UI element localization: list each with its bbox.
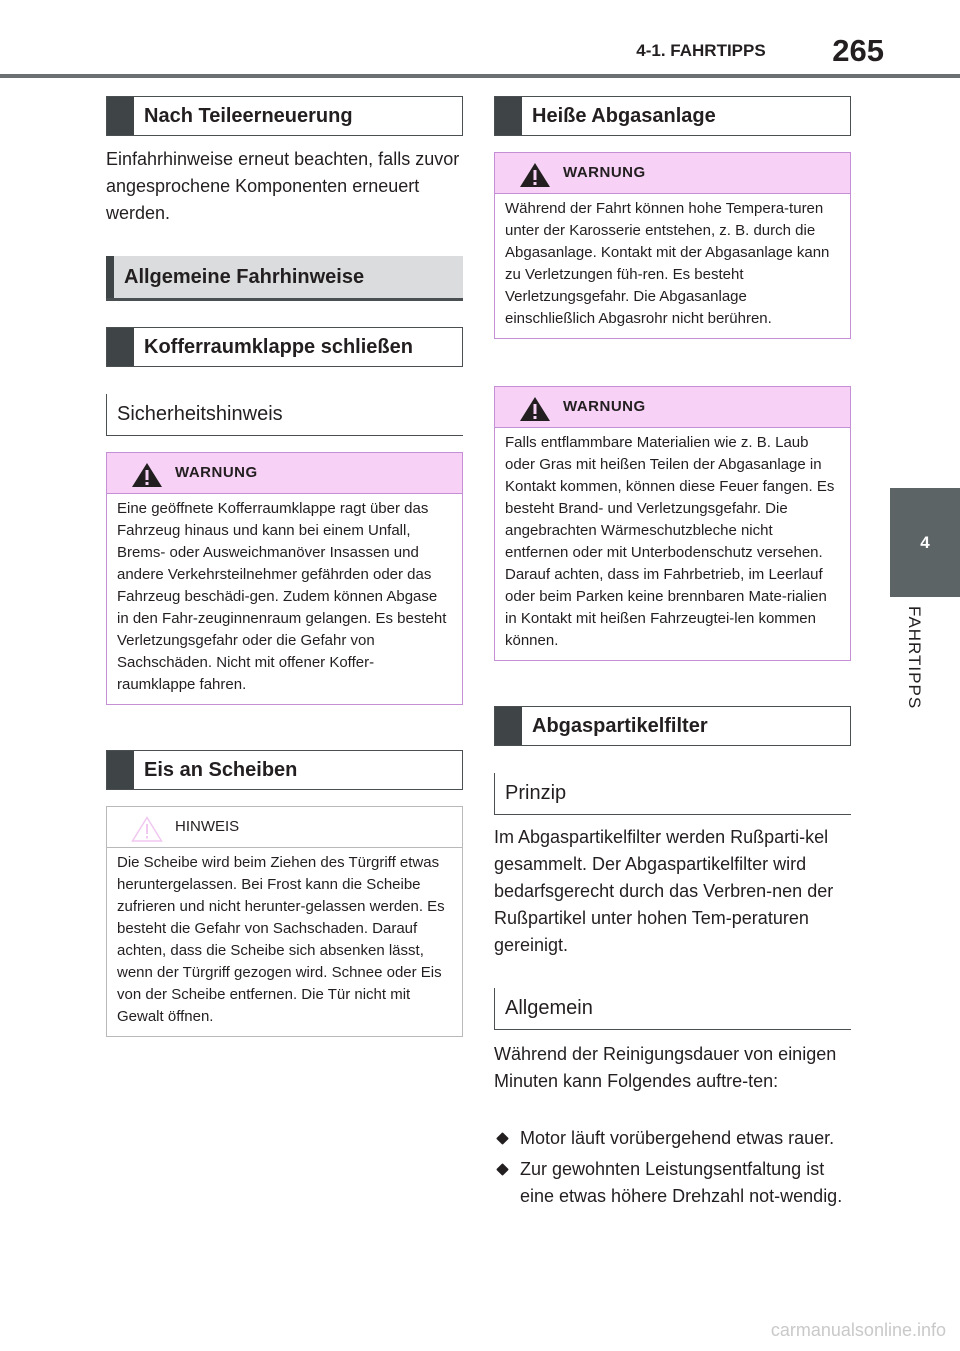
subheading-prinzip — [494, 773, 851, 815]
warning-text: Eine geöffnete Kofferraumklappe ragt über das Fahrzeug hinaus und kann bei einem Unfall, Brems- oder Ausweichmanöver Insassen und andere Verkehrsteilnehmer gefährden oder das Fahrzeug beschädi-gen. Zudem können Abgase in den Fahr-zeuginnenraum gelangen. Es besteht Verletzungsgefahr oder die Gefahr von Sachschäden. Nicht mit offener Koffer-raumklappe fahren. — [117, 500, 447, 693]
heading-title: Kofferraumklappe schließen — [144, 335, 413, 358]
heading-kofferraumklappe — [106, 327, 463, 367]
heading-bar — [495, 97, 522, 135]
bullet-icon — [496, 1132, 509, 1145]
note-text: Die Scheibe wird beim Ziehen des Türgriff etwas heruntergelassen. Bei Frost kann die Scheibe zufrieren und nicht herunter-gelassen werden. Es besteht die Gefahr von Sachschaden. Darauf achten, dass die Scheibe sich absenken lässt, wenn der Türgriff gezogen wird. Schnee oder Eis von der Scheibe entfernen. Die Tür nicht mit Gewalt öffnen. — [117, 854, 445, 1025]
heading-title: Heiße Abgasanlage — [532, 104, 716, 127]
warning-header — [495, 153, 850, 194]
paragraph-allgemein: Während der Reinigungsdauer von einigen Minuten kann Folgendes auftre-ten: — [494, 1044, 837, 1091]
warning-label: WARNUNG — [563, 164, 646, 181]
warning-text: Falls entflammbare Materialien wie z. B. Laub oder Gras mit heißen Teilen der Abgasanlage in Kontakt kommen, können diese Feuer fangen. Es besteht Brand- und Verletzungsgefahr. Die angebrachten Wärmeschutzbleche nicht entfernen oder mit Unterbodenschutz versehen. Darauf achten, dass im Fahrbetrieb, im Leerlauf oder beim Parken keine brennbaren Mate-rialien in Kontakt mit heißen Fahrzeugtei-len kommen können. — [505, 434, 835, 649]
subheading-allgemein — [494, 988, 851, 1030]
header-divider — [0, 74, 960, 78]
list-item — [494, 1156, 850, 1210]
warning-label: WARNUNG — [175, 464, 258, 481]
subheading-title: Prinzip — [505, 782, 567, 804]
subheading-sicherheitshinweis — [106, 394, 463, 436]
heading-title: Nach Teileerneuerung — [144, 104, 353, 127]
warning-header — [495, 387, 850, 428]
chapter-tab-number: 4 — [920, 532, 930, 552]
warning-triangle-icon — [519, 162, 551, 188]
paragraph-teileerneuerung: Einfahrhinweise erneut beachten, falls zuvor angesprochene Komponenten erneuert werden. — [106, 149, 460, 223]
chapter-title: 4-1. FAHRTIPPS — [636, 41, 766, 60]
bullet-icon — [496, 1163, 509, 1176]
heading-bar — [107, 751, 134, 789]
heading-title: Allgemeine Fahrhinweise — [124, 265, 365, 288]
heading-title: Abgaspartikelfilter — [532, 714, 708, 737]
warning-header — [107, 453, 462, 494]
heading-bar — [107, 97, 134, 135]
note-box-scheibe — [106, 806, 463, 1037]
heading-nach-teileerneuerung — [106, 96, 463, 136]
heading-bar — [107, 328, 134, 366]
caution-triangle-icon — [131, 816, 163, 842]
list-item-text: Zur gewohnten Leistungsentfaltung ist eine etwas höhere Drehzahl not-wendig. — [520, 1159, 843, 1206]
warning-box-kofferraum — [106, 452, 463, 705]
chapter-tab[interactable] — [890, 488, 960, 597]
subheading-title: Allgemein — [505, 997, 593, 1019]
warning-triangle-icon — [131, 462, 163, 488]
heading-bar — [495, 707, 522, 745]
bullet-list — [494, 1125, 850, 1214]
chapter-tab-label: FAHRTIPPS — [905, 606, 924, 710]
warning-label: WARNUNG — [563, 398, 646, 415]
heading-title: Eis an Scheiben — [144, 758, 298, 781]
warning-triangle-icon — [519, 396, 551, 422]
warning-box-temperatur — [494, 152, 851, 339]
page-number: 265 — [832, 33, 884, 68]
section-heading-fahrhinweise — [106, 256, 463, 301]
subheading-title: Sicherheitshinweis — [117, 403, 283, 425]
heading-eis-an-scheiben — [106, 750, 463, 790]
heading-heisse-abgasanlage — [494, 96, 851, 136]
heading-abgaspartikelfilter — [494, 706, 851, 746]
warning-text: Während der Fahrt können hohe Tempera-turen unter der Karosserie entstehen, z. B. durch die Abgasanlage. Kontakt mit der Abgasanlage kann zu Verletzungen füh-ren. Es besteht Verletzungsgefahr. Die Abgasanlage einschließlich Abgasrohr nicht berühren. — [505, 200, 830, 327]
paragraph-prinzip: Im Abgaspartikelfilter werden Rußparti-kel gesammelt. Der Abgaspartikelfilter wird bedarfsgerecht durch das Verbren-nen der Rußpartikel unter hohen Tem-peraturen gereinigt. — [494, 827, 834, 955]
list-item-text: Motor läuft vorübergehend etwas rauer. — [520, 1128, 835, 1148]
list-item — [494, 1125, 850, 1152]
warning-box-brand — [494, 386, 851, 661]
note-label: HINWEIS — [175, 818, 240, 835]
watermark: carmanualsonline.info — [770, 1320, 946, 1340]
heading-bar — [106, 256, 114, 298]
note-header — [107, 807, 462, 848]
